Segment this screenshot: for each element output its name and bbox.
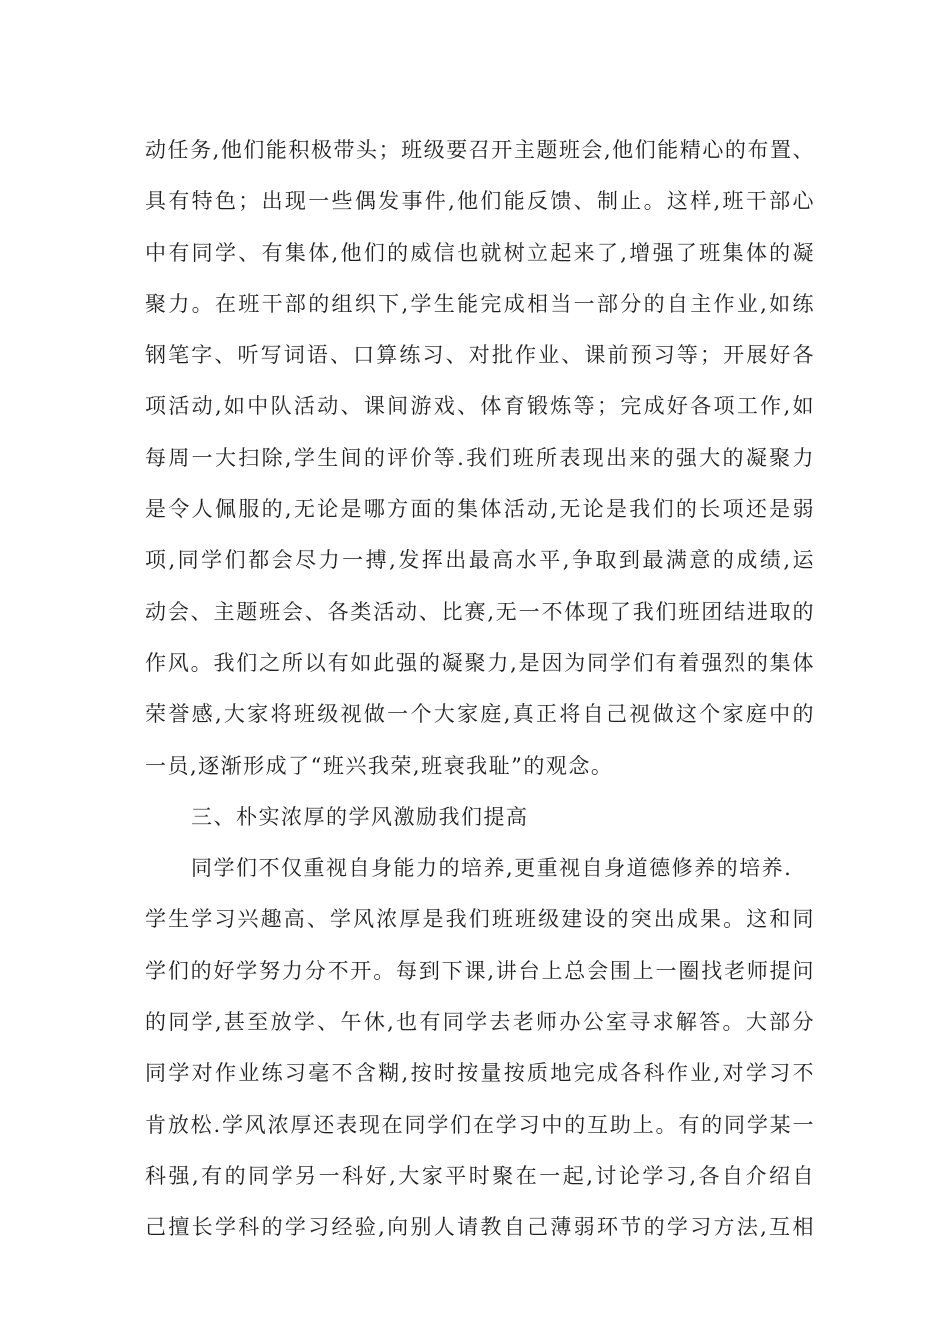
text-line: 是令人佩服的,无论是哪方面的集体活动,无论是我们的长项还是弱: [145, 497, 815, 522]
text-line: 动任务,他们能积极带头；班级要召开主题班会,他们能精心的布置、: [145, 138, 815, 162]
text-line: 作风。我们之所以有如此强的凝聚力,是因为同学们有着强烈的集体: [145, 650, 815, 675]
text-line: 荣誉感,大家将班级视做一个大家庭,真正将自己视做这个家庭中的: [145, 702, 815, 727]
text-line: 的同学,甚至放学、午休,也有同学去老师办公室寻求解答。大部分: [145, 1010, 815, 1035]
text-line: 一员,逐渐形成了“班兴我荣,班衰我耻”的观念。: [145, 753, 614, 778]
text-line: 钢笔字、听写词语、口算练习、对批作业、课前预习等；开展好各: [145, 343, 815, 368]
text-line: 同学们不仅重视自身能力的培养,更重视自身道德修养的培养.: [191, 856, 793, 881]
text-line: 动会、主题班会、各类活动、比赛,无一不体现了我们班团结进取的: [145, 599, 815, 624]
section-heading: 三、朴实浓厚的学风激励我们提高: [191, 804, 529, 829]
text-line: 学们的好学努力分不开。每到下课,讲台上总会围上一圈找老师提问: [145, 958, 815, 983]
text-line: 同学对作业练习毫不含糊,按时按量按质地完成各科作业,对学习不: [145, 1061, 815, 1086]
text-line: 科强,有的同学另一科好,大家平时聚在一起,讨论学习,各自介绍自: [145, 1163, 815, 1188]
text-line: 聚力。在班干部的组织下,学生能完成相当一部分的自主作业,如练: [145, 291, 815, 316]
text-line: 具有特色；出现一些偶发事件,他们能反馈、制止。这样,班干部心: [145, 189, 815, 214]
text-line: 学生学习兴趣高、学风浓厚是我们班班级建设的突出成果。这和同: [145, 907, 815, 932]
body-text: [145, 125, 815, 1254]
text-line: 己擅长学科的学习经验,向别人请教自己薄弱环节的学习方法,互相: [145, 1215, 815, 1240]
text-line: 中有同学、有集体,他们的威信也就树立起来了,增强了班集体的凝: [145, 240, 815, 265]
text-line: 项,同学们都会尽力一搏,发挥出最高水平,争取到最满意的成绩,运: [145, 548, 815, 573]
text-line: 肯放松.学风浓厚还表现在同学们在学习中的互助上。有的同学某一: [145, 1112, 815, 1137]
text-line: 项活动,如中队活动、课间游戏、体育锻炼等；完成好各项工作,如: [145, 394, 815, 419]
text-line: 每周一大扫除,学生间的评价等.我们班所表现出来的强大的凝聚力: [145, 445, 815, 470]
